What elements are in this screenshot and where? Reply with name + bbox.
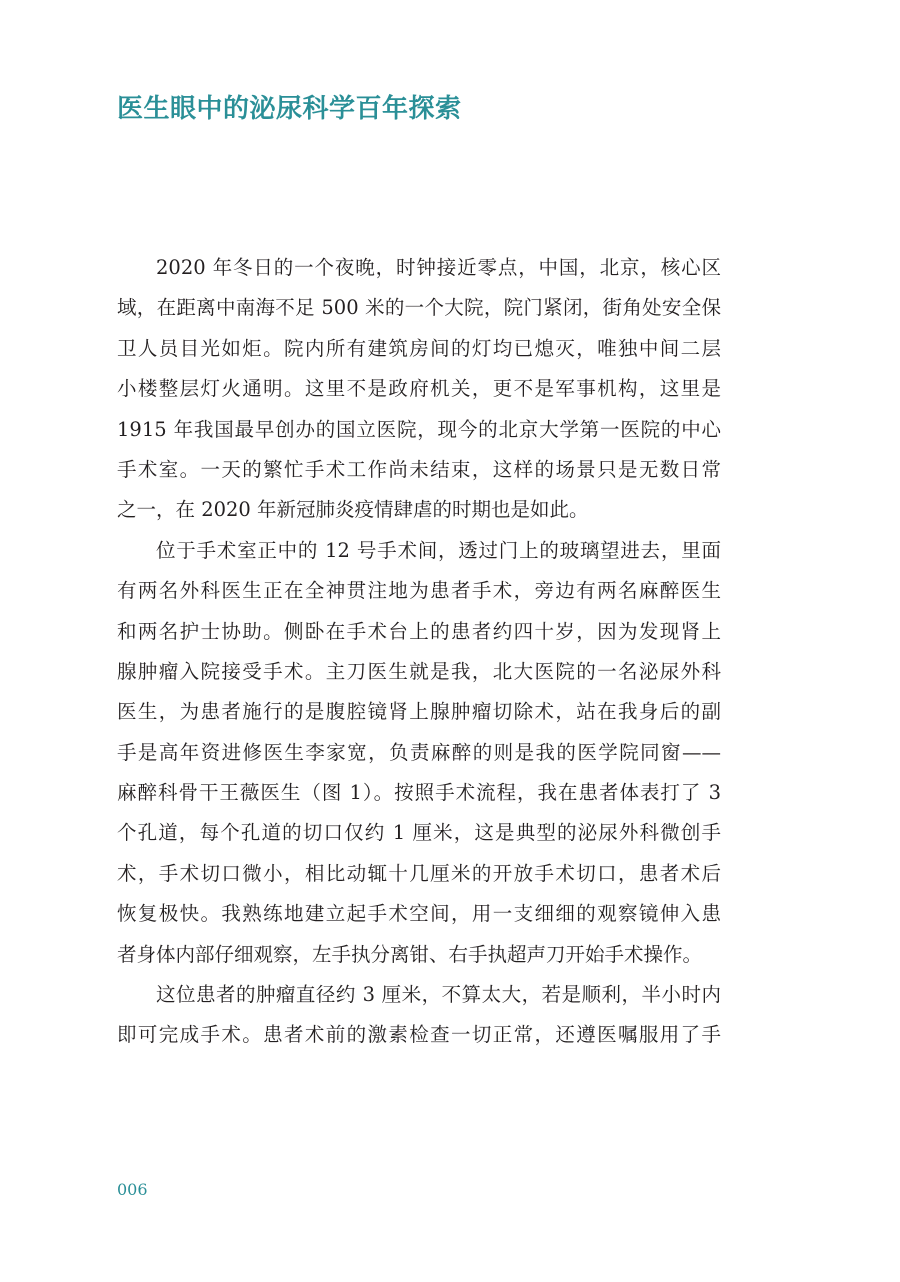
page-title: 医生眼中的泌尿科学百年探索 [117,94,462,124]
paragraph-line: 即可完成手术。患者术前的激素检查一切正常，还遵医嘱服用了手 [117,1023,721,1047]
paragraph-line: 者身体内部仔细观察，左手执分离钳、右手执超声刀开始手术操作。 [117,942,703,966]
paragraph-line: 这位患者的肿瘤直径约 3 厘米，不算太大，若是顺利，半小时内 [156,983,721,1007]
paragraph-line: 之一，在 2020 年新冠肺炎疫情肆虐的时期也是如此。 [117,498,589,522]
paragraph-line: 卫人员目光如炬。院内所有建筑房间的灯均已熄灭，唯独中间二层 [117,336,721,360]
page-number: 006 [117,1180,148,1199]
paragraph-1 [117,248,721,531]
body-text [117,248,721,1056]
paragraph-line: 手是高年资进修医生李家宽，负责麻醉的则是我的医学院同窗—— [117,740,721,764]
paragraph-line: 医生，为患者施行的是腹腔镜肾上腺肿瘤切除术，站在我身后的副 [117,700,721,724]
paragraph-line: 小楼整层灯火通明。这里不是政府机关，更不是军事机构，这里是 [117,377,721,401]
paragraph-line: 1915 年我国最早创办的国立医院，现今的北京大学第一医院的中心 [117,417,721,441]
paragraph-2 [117,531,721,975]
paragraph-line: 域，在距离中南海不足 500 米的一个大院，院门紧闭，街角处安全保 [117,296,721,320]
paragraph-line: 腺肿瘤入院接受手术。主刀医生就是我，北大医院的一名泌尿外科 [117,659,721,683]
paragraph-line: 2020 年冬日的一个夜晚，时钟接近零点，中国，北京，核心区 [156,256,721,279]
paragraph-line: 麻醉科骨干王薇医生（图 1）。按照手术流程，我在患者体表打了 3 [117,781,721,805]
paragraph-line: 和两名护士协助。侧卧在手术台上的患者约四十岁，因为发现肾上 [117,619,721,643]
paragraph-3 [117,975,721,1056]
paragraph-line: 个孔道，每个孔道的切口仅约 1 厘米，这是典型的泌尿外科微创手 [117,821,721,845]
paragraph-line: 手术室。一天的繁忙手术工作尚未结束，这样的场景只是无数日常 [117,457,721,481]
paragraph-line: 有两名外科医生正在全神贯注地为患者手术，旁边有两名麻醉医生 [117,579,721,603]
paragraph-line: 术，手术切口微小，相比动辄十几厘米的开放手术切口，患者术后 [117,861,721,885]
paragraph-line: 位于手术室正中的 12 号手术间，透过门上的玻璃望进去，里面 [156,538,721,562]
paragraph-line: 恢复极快。我熟练地建立起手术空间，用一支细细的观察镜伸入患 [117,902,721,926]
